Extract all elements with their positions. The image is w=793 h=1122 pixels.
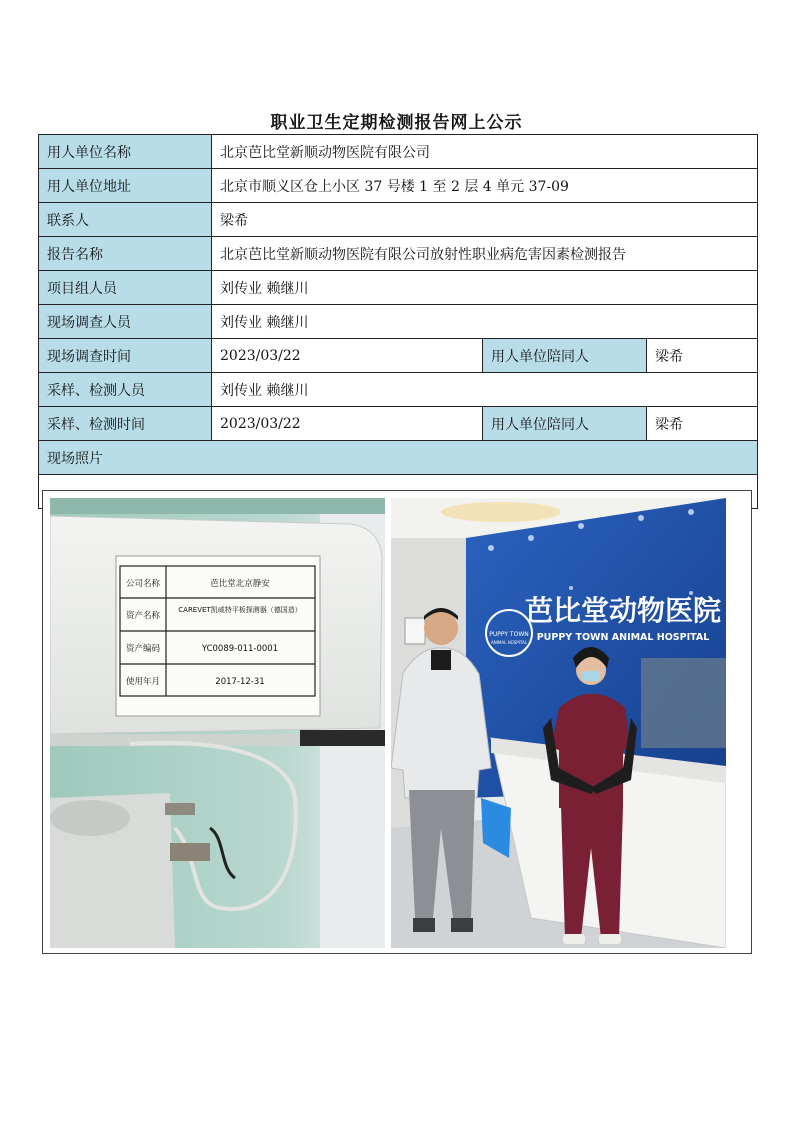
sign-chinese: 芭比堂动物医院	[524, 594, 722, 627]
photo-frame	[42, 490, 752, 954]
row-sampling-time	[39, 407, 758, 441]
sampling-time-label: 采样、检测时间	[39, 407, 212, 441]
sampling-companion-label: 用人单位陪同人	[483, 407, 647, 441]
tag-value-1: 芭比堂北京静安	[210, 579, 270, 589]
sampling-staff-label: 采样、检测人员	[39, 373, 212, 407]
survey-time-label: 现场调查时间	[39, 339, 212, 373]
employer-name-label: 用人单位名称	[39, 135, 212, 169]
row-survey-time	[39, 339, 758, 373]
survey-companion-value: 梁希	[647, 339, 758, 373]
report-table	[38, 134, 758, 509]
photo-hospital-reception	[391, 498, 726, 948]
team-members-value: 刘传业 赖继川	[212, 271, 758, 305]
employer-address-label: 用人单位地址	[39, 169, 212, 203]
row-employer-name	[39, 135, 758, 169]
row-photos-header	[39, 441, 758, 475]
tag-key-1: 公司名称	[125, 579, 161, 589]
logo-text-1: PUPPY TOWN	[489, 631, 529, 638]
tag-value-2: CAREVET凯威特平板探测器（德国造）	[178, 606, 302, 614]
sampling-companion-value: 梁希	[647, 407, 758, 441]
survey-staff-label: 现场调查人员	[39, 305, 212, 339]
tag-value-3: YC0089-011-0001	[201, 644, 279, 654]
employer-address-value: 北京市顺义区仓上小区 37 号楼 1 至 2 层 4 单元 37-09	[212, 169, 758, 203]
contact-value: 梁希	[212, 203, 758, 237]
sign-english: PUPPY TOWN ANIMAL HOSPITAL	[536, 632, 710, 643]
tag-key-2: 资产名称	[125, 611, 161, 621]
logo-text-2: ANIMAL HOSPITAL	[491, 640, 527, 645]
sampling-time-value: 2023/03/22	[212, 407, 483, 441]
tag-key-3: 资产编码	[125, 644, 161, 654]
photos-label: 现场照片	[39, 441, 758, 475]
row-survey-staff	[39, 305, 758, 339]
survey-companion-label: 用人单位陪同人	[483, 339, 647, 373]
row-contact	[39, 203, 758, 237]
survey-staff-value: 刘传业 赖继川	[212, 305, 758, 339]
row-employer-address	[39, 169, 758, 203]
tag-value-4: 2017-12-31	[215, 677, 265, 687]
survey-time-value: 2023/03/22	[212, 339, 483, 373]
page-title: 职业卫生定期检测报告网上公示	[270, 113, 523, 133]
report-name-value: 北京芭比堂新顺动物医院有限公司放射性职业病危害因素检测报告	[212, 237, 758, 271]
contact-label: 联系人	[39, 203, 212, 237]
photo-equipment-tag	[50, 498, 385, 948]
row-team-members	[39, 271, 758, 305]
sampling-staff-value: 刘传业 赖继川	[212, 373, 758, 407]
tag-key-4: 使用年月	[125, 677, 161, 687]
team-members-label: 项目组人员	[39, 271, 212, 305]
row-report-name	[39, 237, 758, 271]
employer-name-value: 北京芭比堂新顺动物医院有限公司	[212, 135, 758, 169]
report-name-label: 报告名称	[39, 237, 212, 271]
row-sampling-staff	[39, 373, 758, 407]
